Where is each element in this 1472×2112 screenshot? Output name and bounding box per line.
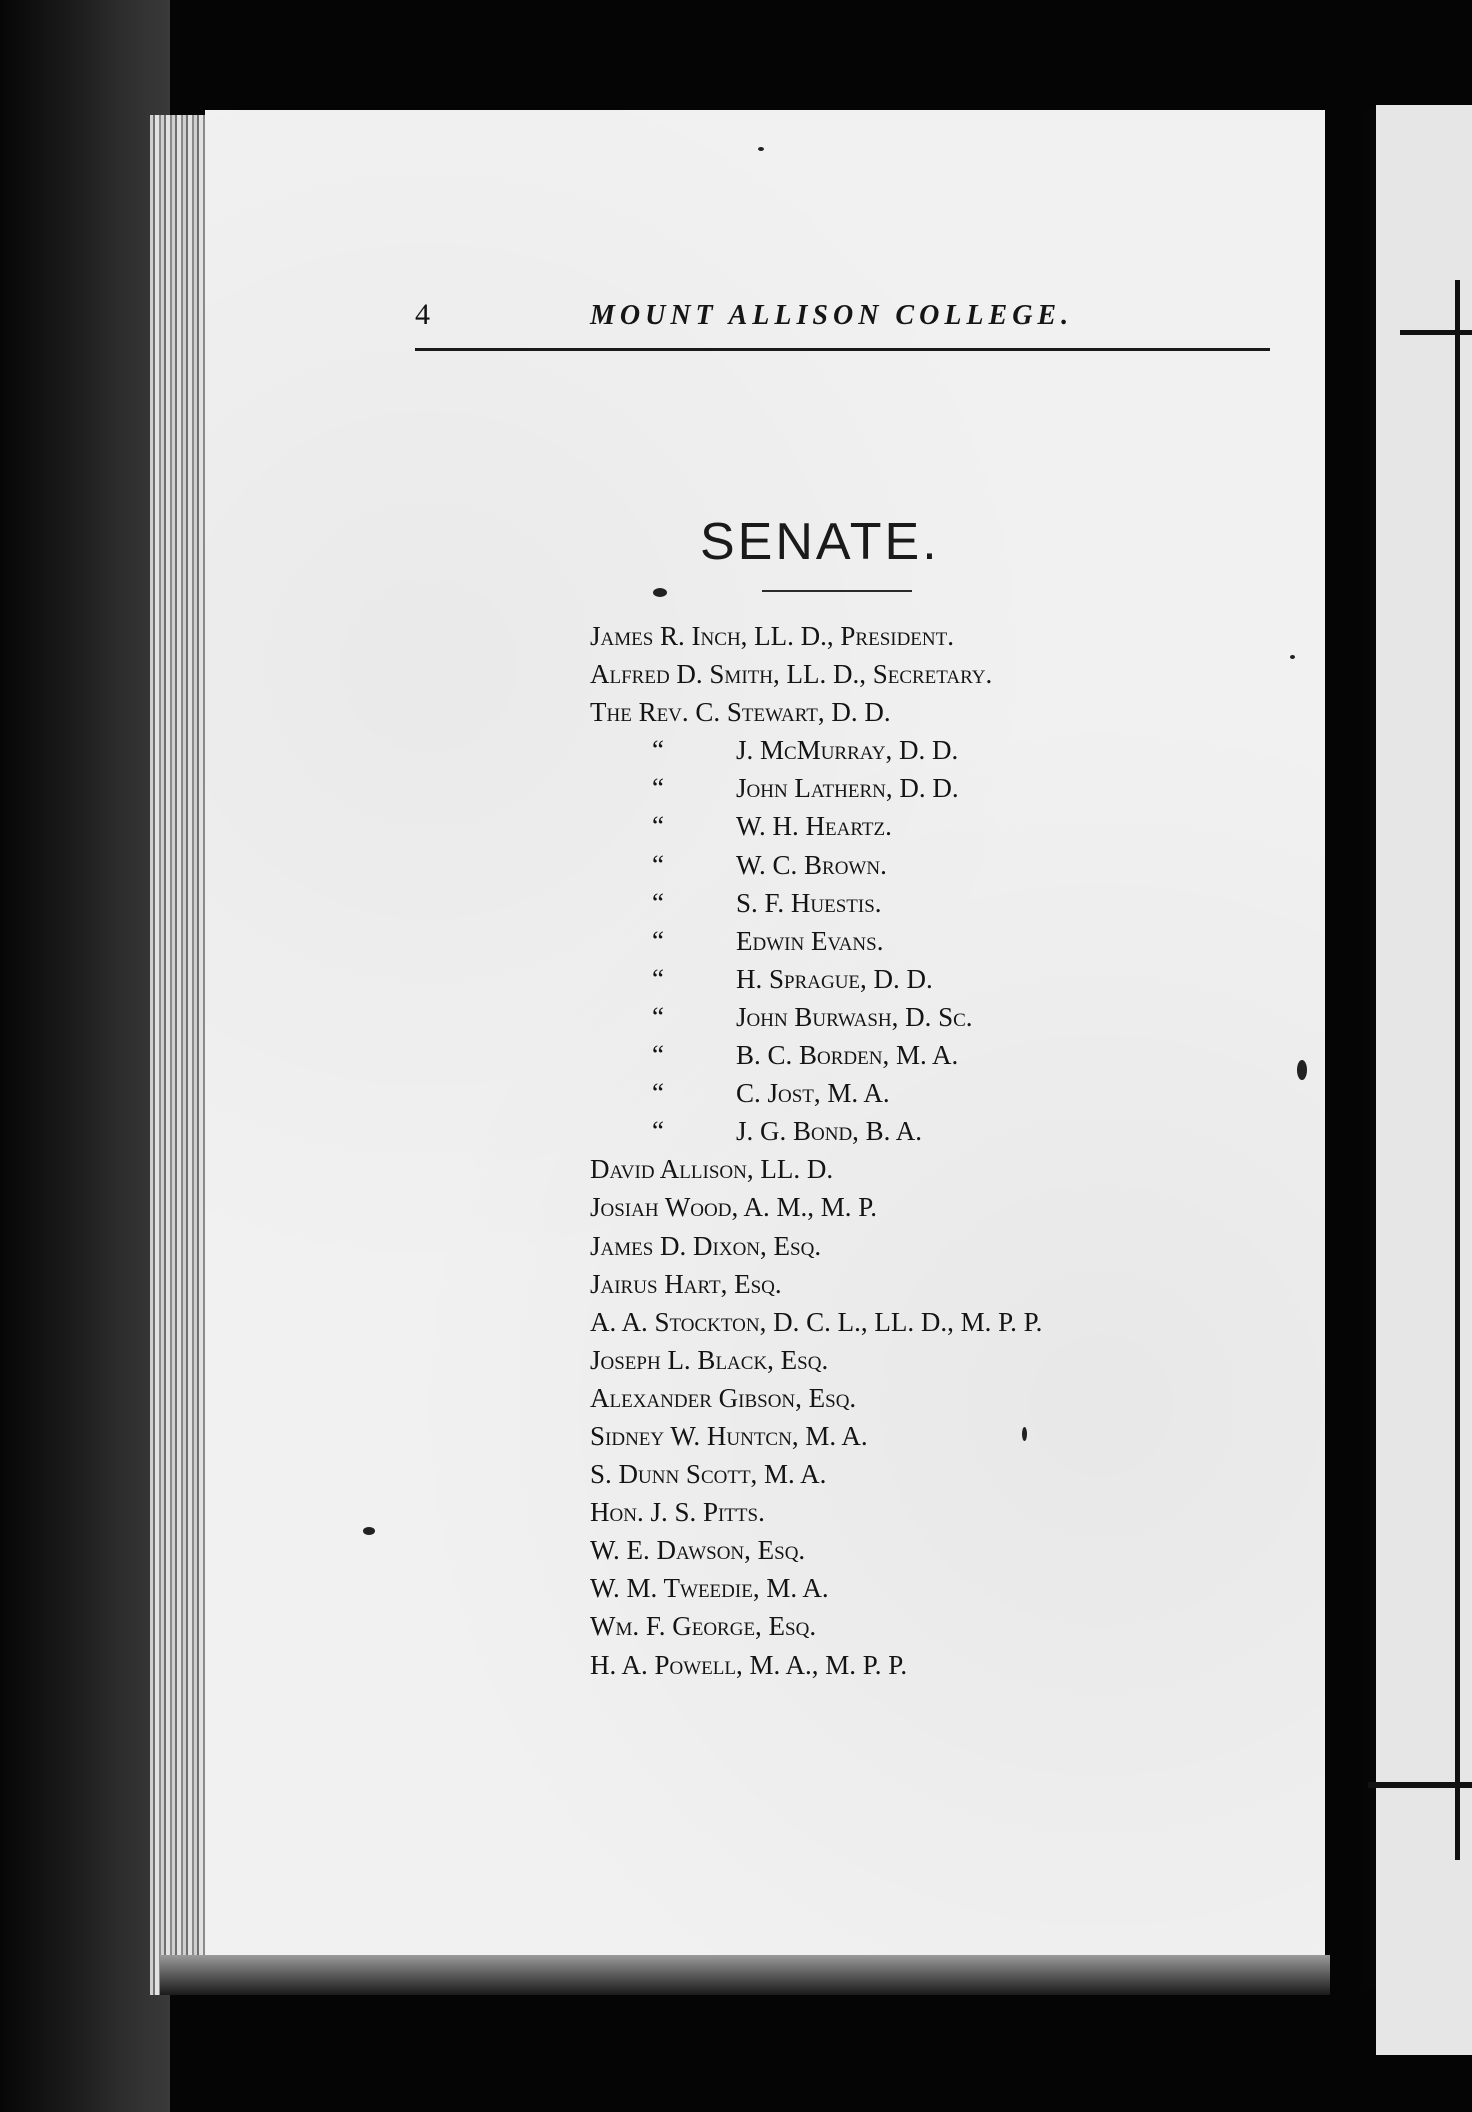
senate-member [590,1303,1290,1341]
member-name: C. Jost, M. A. [736,1078,890,1109]
scan-speck [653,588,667,597]
senate-member [590,1036,1290,1074]
facing-page-rule-top [1400,330,1472,335]
scan-speck [1297,1060,1307,1080]
scan-speck [363,1527,375,1535]
scan-speck [758,147,764,151]
member-name: Hon. J. S. Pitts. [590,1497,765,1528]
ditto-mark: “ [652,735,664,766]
running-head [415,298,1270,348]
title-rule [762,590,912,592]
ditto-mark: “ [652,1116,664,1147]
member-name: J. G. Bond, B. A. [736,1116,922,1147]
header-rule [415,348,1270,351]
member-name: B. C. Borden, M. A. [736,1040,959,1071]
page-bottom-shadow [160,1955,1330,1995]
section-title: SENATE. [700,513,940,571]
member-name: James D. Dixon, Esq. [590,1230,822,1261]
member-name: The Rev. C. Stewart, D. D. [590,697,891,728]
member-name: A. A. Stockton, D. C. L., LL. D., M. P. P. [590,1306,1043,1337]
member-name: W. H. Heartz. [736,811,892,842]
senate-member [590,1531,1290,1569]
ditto-mark: “ [652,963,664,994]
book-gutter [1362,110,1376,1990]
senate-member [590,1455,1290,1493]
page-edges [150,115,210,1995]
ditto-mark: “ [652,773,664,804]
ditto-mark: “ [652,811,664,842]
senate-member [590,1417,1290,1455]
member-name: H. Sprague, D. D. [736,963,933,994]
senate-member [590,1379,1290,1417]
senate-member-list [590,617,1290,1684]
ditto-mark: “ [652,1001,664,1032]
senate-member [590,693,1290,731]
senate-member [590,617,1290,655]
member-name: H. A. Powell, M. A., M. P. P. [590,1649,908,1680]
running-title: MOUNT ALLISON COLLEGE. [590,300,1074,331]
ditto-mark: “ [652,887,664,918]
member-name: Alexander Gibson, Esq. [590,1382,857,1413]
member-name: David Allison, LL. D. [590,1154,834,1185]
member-name: J. McMurray, D. D. [736,735,959,766]
senate-member [590,655,1290,693]
senate-member [590,807,1290,845]
facing-page-rule-bottom [1368,1782,1472,1788]
page-number: 4 [415,298,430,331]
ditto-mark: “ [652,1040,664,1071]
senate-member [590,884,1290,922]
senate-member [590,1493,1290,1531]
senate-member [590,1646,1290,1684]
member-name: S. Dunn Scott, M. A. [590,1459,827,1490]
member-name: Josiah Wood, A. M., M. P. [590,1192,878,1223]
ditto-mark: “ [652,925,664,956]
member-name: S. F. Huestis. [736,887,882,918]
senate-member [590,1112,1290,1150]
member-name: Jairus Hart, Esq. [590,1268,782,1299]
scan-speck [1022,1427,1027,1441]
member-name: Sidney W. Huntcn, M. A. [590,1420,868,1451]
member-name: W. C. Brown. [736,849,887,880]
member-name: John Lathern, D. D. [736,773,959,804]
senate-member [590,922,1290,960]
member-name: Wm. F. George, Esq. [590,1611,817,1642]
senate-member [590,998,1290,1036]
senate-member [590,960,1290,998]
senate-member [590,1227,1290,1265]
member-name: John Burwash, D. Sc. [736,1001,973,1032]
senate-member [590,1188,1290,1226]
senate-member [590,769,1290,807]
senate-member [590,1569,1290,1607]
member-name: W. E. Dawson, Esq. [590,1535,806,1566]
ditto-mark: “ [652,849,664,880]
senate-member [590,1150,1290,1188]
member-name: Alfred D. Smith, LL. D., Secretary. [590,659,993,690]
member-name: W. M. Tweedie, M. A. [590,1573,829,1604]
senate-member [590,1341,1290,1379]
member-name: Joseph L. Black, Esq. [590,1344,829,1375]
member-name: James R. Inch, LL. D., President. [590,621,954,651]
facing-page-rule-vertical [1455,280,1460,1860]
scan-speck [1290,655,1295,659]
book-binding-left [0,0,170,2112]
senate-member [590,1074,1290,1112]
ditto-mark: “ [652,1078,664,1109]
senate-member [590,1265,1290,1303]
senate-member [590,846,1290,884]
senate-member [590,1607,1290,1645]
senate-member [590,731,1290,769]
member-name: Edwin Evans. [736,925,884,956]
